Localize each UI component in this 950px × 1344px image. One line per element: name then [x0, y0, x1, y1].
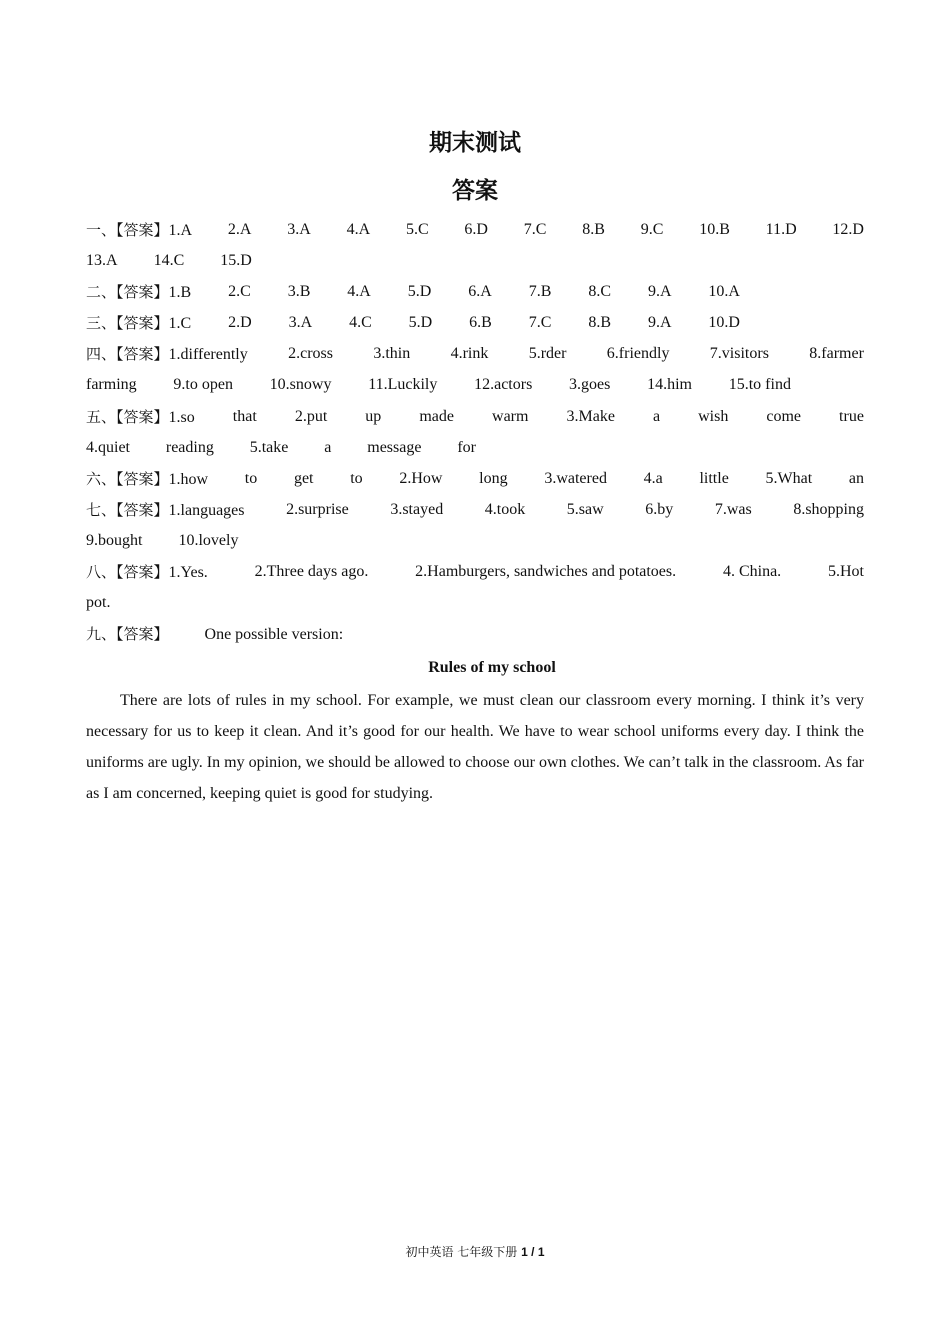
section-prefix: 六、【答案】 [86, 470, 169, 488]
answer-item: 2.How [399, 470, 443, 487]
answer-row-6 [86, 373, 791, 397]
answer-item: get [293, 470, 314, 487]
page-title: 期末测试 [429, 130, 521, 156]
answer-item: 4.quiet [86, 439, 130, 456]
answer-item: long [479, 470, 508, 487]
answer-item: true [839, 408, 864, 425]
answer-item: 10.B [699, 221, 730, 238]
answer-item: 8.B [588, 314, 612, 331]
answer-item: pot. [86, 594, 111, 611]
answer-item: 11.D [765, 221, 797, 238]
answer-item: 11.Luckily [368, 376, 438, 393]
answer-item: 6.A [468, 283, 492, 300]
answer-row-4 [86, 311, 740, 335]
answer-item: an [848, 470, 864, 487]
answer-item: 5.saw [566, 501, 604, 518]
answer-item: 3.stayed [390, 501, 444, 518]
essay-body [86, 685, 864, 809]
answer-item: 9.to open [173, 376, 233, 393]
answer-item: 1.B [168, 284, 192, 301]
answer-item: 1.differently [168, 346, 248, 363]
answer-item: 1.A [168, 222, 193, 239]
answer-row-8 [86, 436, 476, 460]
answer-item: 6.by [645, 501, 674, 518]
section-prefix: 九、【答案】 [86, 625, 169, 643]
essay-title: Rules of my school [428, 659, 556, 676]
answer-item: 15.to find [728, 376, 791, 393]
answer-item: 5.Hot [827, 563, 864, 580]
answer-item: One possible version: [204, 626, 344, 643]
answer-item: 6.friendly [606, 345, 670, 362]
answer-item: 2.D [228, 314, 252, 331]
answer-item: 8.C [588, 283, 612, 300]
answer-row-14 [86, 622, 864, 646]
answer-item: 10.lovely [178, 532, 239, 549]
answer-item: 9.A [647, 283, 672, 300]
answer-item: 2.cross [288, 345, 333, 362]
answer-item: wish [698, 408, 729, 425]
answer-row-7 [86, 405, 864, 429]
answer-item: 1.Yes. [168, 564, 208, 581]
answer-item: 10.D [708, 314, 740, 331]
answer-item: 7.C [523, 221, 547, 238]
answer-item: a [652, 408, 661, 425]
answer-item: 6.D [464, 221, 488, 238]
answer-item: 1.languages [168, 502, 245, 519]
answer-item: 3.Make [566, 408, 615, 425]
answer-item: 9.A [647, 314, 672, 331]
answer-item: 15.D [220, 252, 252, 269]
answer-item: 5.C [405, 221, 429, 238]
section-prefix: 二、【答案】 [86, 283, 169, 301]
answer-item: for [457, 439, 476, 456]
answer-row-2 [86, 249, 864, 273]
page-subtitle: 答案 [452, 178, 498, 204]
answer-item: a [324, 439, 332, 456]
answer-item: 2.Three days ago. [254, 563, 369, 580]
answer-item: 2.surprise [286, 501, 349, 518]
answer-item: come [766, 408, 802, 425]
answer-item: 3.A [287, 221, 311, 238]
section-prefix: 七、【答案】 [86, 501, 169, 519]
answer-item: message [367, 439, 422, 456]
answer-item: 1.how [168, 471, 209, 488]
section-prefix: 一、【答案】 [86, 221, 169, 239]
footer-course: 初中英语 七年级下册 [405, 1245, 518, 1259]
answer-item: little [699, 470, 729, 487]
answer-item: 9.bought [86, 532, 143, 549]
answer-row-5 [86, 342, 864, 366]
answer-item: 7.was [714, 501, 752, 518]
answer-row-13 [86, 591, 864, 615]
answer-item: 12.D [832, 221, 864, 238]
answer-item: 4. China. [722, 563, 782, 580]
answer-row-9 [86, 467, 864, 491]
answer-item: 3.A [288, 314, 313, 331]
answer-item: 12.actors [474, 376, 533, 393]
answer-item: reading [165, 439, 214, 456]
answer-item: 5.rder [528, 345, 567, 362]
essay-paragraph: There are lots of rules in my school. For example, we must clean our classroom every morning. I think it’s very necessary for us to keep it clean. And it’s good for our health. We have to wear school uniforms every day. I think the uniforms are ugly. In my opinion, we should be allowed to choose our own clothes. We can’t talk in the classroom. As far as I am concerned, keeping quiet is good for studying. [86, 692, 864, 802]
answer-item: 4.A [346, 221, 371, 238]
answer-item: 2.A [227, 221, 252, 238]
answer-item: farming [86, 376, 137, 393]
answer-item: 2.put [294, 408, 328, 425]
answer-item: 1.so [168, 409, 195, 426]
answer-item: 5.D [408, 314, 433, 331]
answer-item: to [350, 470, 363, 487]
answer-item: 4.rink [450, 345, 489, 362]
answer-item: 4.a [643, 470, 663, 487]
answer-item: 5.D [407, 283, 432, 300]
answer-item: that [232, 408, 257, 425]
answer-item: made [419, 408, 454, 425]
answer-item: 7.visitors [709, 345, 769, 362]
answer-item: 4.A [347, 283, 371, 300]
answer-item: 9.C [640, 221, 664, 238]
answer-row-1 [86, 218, 864, 242]
answer-item: warm [492, 408, 529, 425]
section-prefix: 四、【答案】 [86, 345, 169, 363]
answer-item: 3.goes [569, 376, 611, 393]
page-number: 1 / 1 [521, 1245, 545, 1259]
answer-item: 1.C [168, 315, 192, 332]
answer-item: 14.him [647, 376, 692, 393]
section-prefix: 五、【答案】 [86, 408, 169, 426]
answer-item: 7.C [528, 314, 552, 331]
answer-row-10 [86, 498, 864, 522]
answer-item: 3.thin [373, 345, 411, 362]
answer-row-12 [86, 560, 864, 584]
answer-item: 4.C [349, 314, 372, 331]
answer-item: 2.C [228, 283, 251, 300]
page-footer [0, 1243, 950, 1260]
section-prefix: 三、【答案】 [86, 314, 169, 332]
answer-item: 7.B [528, 283, 552, 300]
answer-item: 5.take [249, 439, 289, 456]
answer-item: to [244, 470, 258, 487]
answer-item: 13.A [86, 252, 118, 269]
answer-item: 5.What [765, 470, 813, 487]
answer-item: 6.B [469, 314, 492, 331]
answer-item: 10.snowy [269, 376, 332, 393]
answer-row-11 [86, 529, 864, 553]
answer-item: 8.B [582, 221, 605, 238]
answer-item: 8.farmer [809, 345, 864, 362]
answer-item: 3.watered [544, 470, 607, 487]
answer-row-3 [86, 280, 740, 304]
answer-item: 3.B [287, 283, 311, 300]
answer-item: 4.took [484, 501, 526, 518]
answer-item: 2.Hamburgers, sandwiches and potatoes. [415, 563, 677, 580]
answer-item: 8.shopping [793, 501, 864, 518]
section-prefix: 八、【答案】 [86, 563, 169, 581]
answer-item: 14.C [153, 252, 185, 269]
answer-item: up [365, 408, 382, 425]
answer-item: 10.A [708, 283, 740, 300]
